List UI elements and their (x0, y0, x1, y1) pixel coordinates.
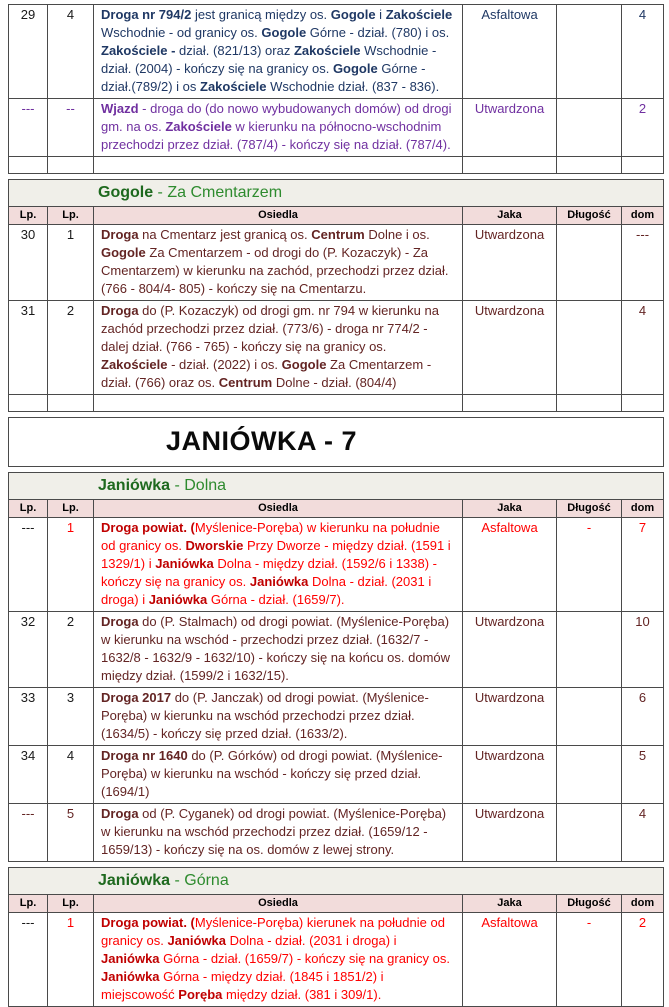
description-cell (94, 225, 463, 301)
description-bold-segment: Droga nr 1640 (101, 748, 188, 763)
description-cell (94, 804, 463, 862)
empty-cell (94, 157, 463, 174)
description-segment: Przy Dworze - między dział. (1591 i 1329/1) i (101, 538, 451, 571)
description-segment: Górna - dział. (1659/7) - kończy się na granicy os. (159, 951, 450, 966)
description-segment: Wschodnie dział. (837 - 836). (266, 79, 440, 94)
description-segment: między dział. (381 i 309/1). (222, 987, 382, 1002)
column-header-osiedla: Osiedla (94, 207, 463, 225)
section-header-cell (9, 473, 664, 500)
roads-table (8, 472, 664, 862)
table-row (9, 99, 664, 157)
surface-type-cell: Utwardzona (463, 225, 557, 301)
row-subnumber-cell: 3 (48, 688, 94, 746)
empty-cell (622, 395, 664, 412)
roads-register (8, 4, 669, 1007)
row-number-cell: --- (9, 99, 48, 157)
description-segment: w kierunku na północno-wschodnim przechodzi przez dział. (787/4) - kończy się na dział. (787/4). (101, 119, 451, 152)
column-header-dom: dom (622, 207, 664, 225)
description-segment: Górna - między dział. (1845 i 1851/2) i miejscowość (101, 969, 384, 1002)
roads-table (8, 179, 664, 412)
surface-type-cell: Utwardzona (463, 612, 557, 688)
description-bold-segment: Droga 2017 (101, 690, 172, 705)
description-bold-segment: Droga powiat. ( (101, 915, 195, 930)
row-number-cell: 30 (9, 225, 48, 301)
description-segment: Dolna - dział. (2031 i droga) i (226, 933, 397, 948)
table-row (9, 225, 664, 301)
houses-cell: 4 (622, 5, 664, 99)
description-segment: Górne - dział.(789/2) i os (101, 61, 426, 94)
table-body (9, 473, 664, 862)
houses-cell: 2 (622, 99, 664, 157)
surface-type-cell: Asfaltowa (463, 518, 557, 612)
description-bold-segment: Zakościele (101, 357, 168, 372)
description-bold-segment: Wjazd (101, 101, 139, 116)
description-segment: Dolna - dział. (2031 i droga) i (101, 574, 432, 607)
description-cell (94, 5, 463, 99)
houses-cell: 5 (622, 746, 664, 804)
description-bold-segment: Droga (101, 806, 139, 821)
column-header-jaka: Jaka (463, 500, 557, 518)
surface-type-cell: Utwardzona (463, 99, 557, 157)
surface-type-cell: Utwardzona (463, 688, 557, 746)
description-bold-segment: Droga (101, 227, 139, 242)
section-header-row (9, 180, 664, 207)
description-segment: Górna - dział. (1659/7). (207, 592, 345, 607)
description-segment: Dolne - dział. (804/4) (272, 375, 397, 390)
empty-cell (557, 395, 622, 412)
row-number-cell: 32 (9, 612, 48, 688)
description-bold-segment: Centrum (311, 227, 365, 242)
column-header-dom: dom (622, 500, 664, 518)
houses-cell: --- (622, 225, 664, 301)
row-subnumber-cell: 1 (48, 225, 94, 301)
length-cell (557, 99, 622, 157)
empty-cell (463, 395, 557, 412)
row-subnumber-cell: 2 (48, 612, 94, 688)
section-header-cell (9, 180, 664, 207)
table-row (9, 746, 664, 804)
column-header-lp2: Lp. (48, 895, 94, 913)
length-cell: - (557, 518, 622, 612)
description-bold-segment: Janiówka (249, 574, 309, 589)
surface-type-cell: Utwardzona (463, 301, 557, 395)
description-segment: Za Cmentarzem - dział. (766) oraz os. (101, 357, 432, 390)
length-cell (557, 612, 622, 688)
description-bold-segment: Zakościele (385, 7, 453, 22)
description-segment: i (375, 7, 386, 22)
length-cell (557, 225, 622, 301)
description-segment: jest granicą między os. (191, 7, 331, 22)
description-segment: Górne - dział. (780) i os. (306, 25, 450, 40)
description-bold-segment: Gogole (101, 245, 146, 260)
description-segment: dział. (821/13) oraz (175, 43, 294, 58)
description-cell (94, 518, 463, 612)
houses-cell: 4 (622, 804, 664, 862)
description-bold-segment: Zakościele (293, 43, 361, 58)
settlement-title: JANIÓWKA - 7 (166, 426, 358, 456)
row-subnumber-cell: 4 (48, 746, 94, 804)
description-bold-segment: Gogole (281, 357, 327, 372)
description-segment: Myślenice-Poręba) w kierunku na południe od granicy os. (101, 520, 440, 553)
description-bold-segment: Gogole (332, 61, 378, 76)
column-header-row (9, 895, 664, 913)
section-name-suffix: - Dolna (170, 477, 227, 494)
empty-cell (94, 395, 463, 412)
houses-cell: 4 (622, 301, 664, 395)
row-subnumber-cell: 1 (48, 913, 94, 1007)
row-subnumber-cell: 1 (48, 518, 94, 612)
roads-table (8, 867, 664, 1007)
description-bold-segment: Droga powiat. ( (101, 520, 195, 535)
description-bold-segment: Janiówka (167, 933, 227, 948)
row-subnumber-cell: 5 (48, 804, 94, 862)
table-row (9, 395, 664, 412)
description-bold-segment: Gogole (330, 7, 376, 22)
empty-cell (622, 157, 664, 174)
description-segment: do (P. Górków) od drogi powiat. (Myślenice-Poręba) w kierunku na wschód - kończy się przed dział. (1694/1) (101, 748, 443, 799)
table-body (9, 5, 664, 174)
column-header-row (9, 207, 664, 225)
section-header-cell (9, 868, 664, 895)
roads-table (8, 4, 664, 174)
length-cell (557, 301, 622, 395)
column-header-dom: dom (622, 895, 664, 913)
length-cell (557, 5, 622, 99)
description-bold-segment: Droga nr 794/2 (101, 7, 192, 22)
description-cell (94, 688, 463, 746)
table-row (9, 301, 664, 395)
description-bold-segment: Janiówka (148, 592, 208, 607)
length-cell (557, 804, 622, 862)
description-bold-segment: Dworskie (185, 538, 244, 553)
settlement-title-row (9, 418, 664, 467)
empty-cell (9, 395, 48, 412)
table-row (9, 688, 664, 746)
column-header-jaka: Jaka (463, 207, 557, 225)
surface-type-cell: Asfaltowa (463, 913, 557, 1007)
description-segment: Wschodnie - dział. (2004) - kończy się na granicy os. (101, 43, 437, 76)
houses-cell: 6 (622, 688, 664, 746)
description-cell (94, 612, 463, 688)
description-bold-segment: Gogole (261, 25, 307, 40)
row-number-cell: 31 (9, 301, 48, 395)
description-cell (94, 913, 463, 1007)
description-bold-segment: Poręba (178, 987, 223, 1002)
column-header-lp1: Lp. (9, 500, 48, 518)
column-header-lp2: Lp. (48, 500, 94, 518)
section-name: Gogole (98, 184, 154, 201)
column-header-row (9, 500, 664, 518)
table-row (9, 612, 664, 688)
description-bold-segment: Zakościele - (101, 43, 176, 58)
houses-cell: 7 (622, 518, 664, 612)
row-number-cell: --- (9, 804, 48, 862)
empty-cell (9, 157, 48, 174)
column-header-lp1: Lp. (9, 207, 48, 225)
empty-cell (463, 157, 557, 174)
description-bold-segment: Janiówka (155, 556, 214, 571)
description-segment: na Cmentarz jest granicą os. (138, 227, 312, 242)
description-bold-segment: Centrum (218, 375, 273, 390)
description-segment: do (P. Kozaczyk) od drogi gm. nr 794 w kierunku na zachód przechodzi przez dział. (773/6) - droga nr 774/2 - dalej dział. (766 - 765) - kończy się na granicy os. (101, 303, 439, 354)
surface-type-cell: Utwardzona (463, 804, 557, 862)
column-header-dlugosc: Długość (557, 500, 622, 518)
houses-cell: 10 (622, 612, 664, 688)
section-header-row (9, 473, 664, 500)
description-segment: Wschodnie - od granicy os. (101, 25, 262, 40)
length-cell (557, 746, 622, 804)
row-number-cell: 34 (9, 746, 48, 804)
description-segment: Dolna - między dział. (1592/6 i 1338) - kończy się na granicy os. (101, 556, 438, 589)
empty-cell (48, 157, 94, 174)
section-name: Janiówka (98, 872, 171, 889)
table-row (9, 804, 664, 862)
column-header-lp2: Lp. (48, 207, 94, 225)
description-cell (94, 99, 463, 157)
description-segment: do (P. Stalmach) od drogi powiat. (Myślenice-Poręba) w kierunku na wschód - przechodzi przez dział. (1632/7 - 1632/8 - 1632/9 - 1632/10) - kończy się na końcu os. domów między dział. (1599/2 i 1632/15). (101, 614, 451, 683)
settlement-title-table (8, 417, 664, 467)
settlement-title-cell (9, 418, 664, 467)
description-bold-segment: Zakościele (200, 79, 267, 94)
row-number-cell: 33 (9, 688, 48, 746)
description-segment: od (P. Cyganek) od drogi powiat. (Myślenice-Poręba) w kierunku na wschód przechodzi przez dział. (1659/12 - 1659/13) - kończy się na os. domów z lewej strony. (101, 806, 447, 857)
section-header-row (9, 868, 664, 895)
description-segment: do (P. Janczak) od drogi powiat. (Myślenice-Poręba) w kierunku na wschód przechodzi przez dział. (1634/5) - kończy się przed dział. (1633/2). (101, 690, 429, 741)
description-cell (94, 746, 463, 804)
table-body (9, 868, 664, 1007)
description-bold-segment: Droga (101, 614, 139, 629)
empty-cell (48, 395, 94, 412)
description-segment: Myślenice-Poręba) kierunek na południe od granicy os. (101, 915, 445, 948)
row-number-cell: 29 (9, 5, 48, 99)
description-segment: - dział. (2022) i os. (167, 357, 282, 372)
table-body (9, 418, 664, 467)
length-cell (557, 688, 622, 746)
description-bold-segment: Janiówka (101, 951, 160, 966)
section-name-suffix: - Za Cmentarzem (153, 184, 283, 201)
surface-type-cell: Asfaltowa (463, 5, 557, 99)
column-header-osiedla: Osiedla (94, 500, 463, 518)
description-segment: Dolne i os. (364, 227, 430, 242)
row-number-cell: --- (9, 518, 48, 612)
section-name: Janiówka (98, 477, 171, 494)
table-row (9, 5, 664, 99)
row-number-cell: --- (9, 913, 48, 1007)
table-row (9, 157, 664, 174)
surface-type-cell: Utwardzona (463, 746, 557, 804)
row-subnumber-cell: 4 (48, 5, 94, 99)
description-segment: Za Cmentarzem - od drogi do (P. Kozaczyk) - Za Cmentarzem) w kierunku na zachód, przechodzi przez dział. (766 - 804/4- 805) - kończy się na Cmentarzu. (101, 245, 449, 296)
row-subnumber-cell: -- (48, 99, 94, 157)
column-header-osiedla: Osiedla (94, 895, 463, 913)
description-cell (94, 301, 463, 395)
length-cell: - (557, 913, 622, 1007)
table-row (9, 913, 664, 1007)
table-body (9, 180, 664, 412)
row-subnumber-cell: 2 (48, 301, 94, 395)
column-header-jaka: Jaka (463, 895, 557, 913)
description-bold-segment: Janiówka (101, 969, 160, 984)
houses-cell: 2 (622, 913, 664, 1007)
column-header-dlugosc: Długość (557, 895, 622, 913)
description-segment: - droga do (do nowo wybudowanych domów) od drogi gm. na os. (101, 101, 452, 134)
table-row (9, 518, 664, 612)
description-bold-segment: Droga (101, 303, 139, 318)
empty-cell (557, 157, 622, 174)
description-bold-segment: Zakościele (165, 119, 232, 134)
column-header-lp1: Lp. (9, 895, 48, 913)
section-name-suffix: - Górna (170, 872, 229, 889)
column-header-dlugosc: Długość (557, 207, 622, 225)
